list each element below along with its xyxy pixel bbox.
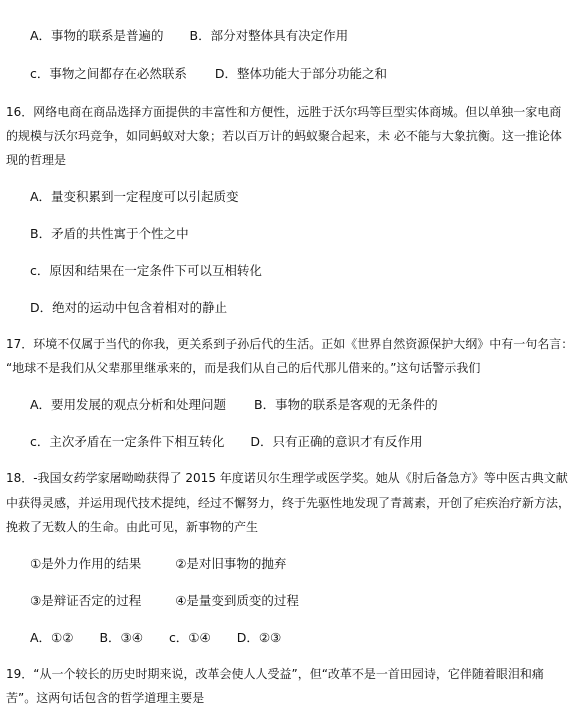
q16-stem-line-3: 现的哲理是 [6, 153, 67, 167]
q15-option-d: D．整体功能大于部分功能之和 [214, 66, 387, 81]
q15-options-row-2 [30, 66, 387, 82]
q17-option-d: D．只有正确的意识才有反作用 [250, 434, 423, 449]
q16-option-b: B．矛盾的共性寓于个性之中 [30, 226, 189, 241]
q16-option-a: A．量变积累到一定程度可以引起质变 [30, 189, 239, 204]
q19-stem-line-1: 19．“从一个较长的历史时期来说，改革会使人人受益”，但“改革不是一首田园诗，它伴随着眼泪和痛 [6, 667, 544, 681]
q17-options-row-1 [30, 397, 438, 413]
q18-stem-line-3: 挽救了无数人的生命。由此可见，新事物的产生 [6, 520, 259, 534]
q18-item-3: ③是辩证否定的过程 [30, 593, 142, 608]
q15-option-c: c．事物之间都存在必然联系 [30, 66, 187, 81]
q18-options-row [30, 630, 281, 646]
q17-option-a: A．要用发展的观点分析和处理问题 [30, 397, 227, 412]
q18-items-row-2 [30, 593, 299, 609]
q18-item-2: ②是对旧事物的抛弃 [175, 556, 287, 571]
q17-options-row-2 [30, 434, 423, 450]
q19-stem-line-2: 苦”。这两句话包含的哲学道理主要是 [6, 691, 205, 705]
q18-stem-line-1: 18．-我国女药学家屠呦呦获得了 2015 年度诺贝尔生理学或医学奖。她从《肘后备急方》等中医古典文献 [6, 471, 568, 485]
q18-items-row-1 [30, 556, 286, 572]
q15-options-row-1 [30, 28, 348, 44]
q16-option-c: c．原因和结果在一定条件下可以互相转化 [30, 263, 262, 278]
q17-option-c: c．主次矛盾在一定条件下相互转化 [30, 434, 225, 449]
q18-stem-line-2: 中获得灵感，并运用现代技术提纯，经过不懈努力，终于先驱性地发现了青蒿素，开创了疟疾治疗新方法， [6, 496, 571, 510]
q15-option-a: A．事物的联系是普遍的 [30, 28, 164, 43]
q17-option-b: B．事物的联系是客观的无条件的 [254, 397, 438, 412]
q17-stem-line-2: “地球不是我们从父辈那里继承来的，而是我们从自己的后代那儿借来的。”这句话警示我们 [6, 361, 481, 375]
q18-option-a: A．①② [30, 630, 74, 645]
q18-option-d: D．②③ [236, 630, 282, 645]
q18-option-c: c．①④ [168, 630, 211, 645]
q16-stem-line-2: 的规模与沃尔玛竞争，如同蚂蚁对大象；若以百万计的蚂蚁聚合起来，未 必不能与大象抗衡。这一推论体 [6, 129, 562, 143]
q15-option-b: B．部分对整体具有决定作用 [189, 28, 349, 43]
q18-item-1: ①是外力作用的结果 [30, 556, 142, 571]
q17-stem-line-1: 17．环境不仅属于当代的你我，更关系到子孙后代的生活。正如《世界自然资源保护大纲》中有一句名言： [6, 337, 574, 351]
q16-stem-line-1: 16．网络电商在商品选择方面提供的丰富性和方便性，远胜于沃尔玛等巨型实体商城。但以单独一家电商 [6, 105, 562, 119]
q16-option-d: D．绝对的运动中包含着相对的静止 [30, 300, 228, 315]
q18-item-4: ④是量变到质变的过程 [175, 593, 299, 608]
q18-option-b: B．③④ [99, 630, 143, 645]
